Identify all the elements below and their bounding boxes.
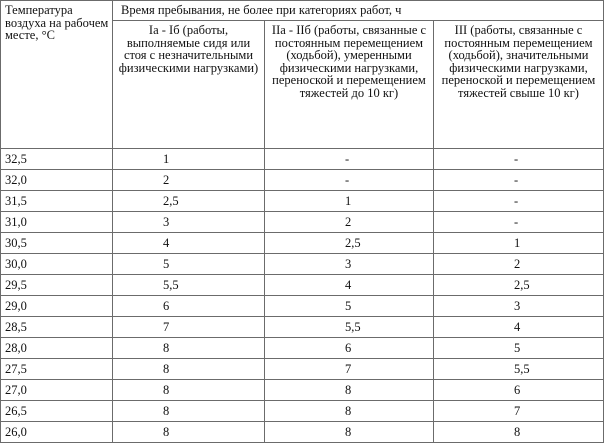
table-header: [1, 1, 604, 149]
cell-temperature: 31,0: [1, 212, 113, 233]
cell-temperature: 26,0: [1, 422, 113, 443]
cell-category-2: 2: [265, 212, 434, 233]
cell-temperature: 29,0: [1, 296, 113, 317]
cell-category-2: 1: [265, 191, 434, 212]
cell-temperature: 29,5: [1, 275, 113, 296]
table-row: [1, 296, 604, 317]
cell-category-3: -: [434, 191, 604, 212]
cell-category-3: 8: [434, 422, 604, 443]
cell-category-3: -: [434, 212, 604, 233]
header-time-group: Время пребывания, не более при категориях работ, ч: [113, 1, 604, 21]
cell-category-3: 7: [434, 401, 604, 422]
cell-temperature: 27,0: [1, 380, 113, 401]
table-row: [1, 422, 604, 443]
table-row: [1, 317, 604, 338]
cell-category-1: 2: [113, 170, 265, 191]
table-row: [1, 254, 604, 275]
cell-category-2: 8: [265, 422, 434, 443]
table-row: [1, 149, 604, 170]
cell-category-1: 5,5: [113, 275, 265, 296]
cell-category-1: 8: [113, 380, 265, 401]
cell-category-1: 4: [113, 233, 265, 254]
cell-category-3: -: [434, 149, 604, 170]
header-category-1: Iа - Iб (работы, выполняемые сидя или стоя с незначительными физическими нагрузками): [113, 21, 265, 149]
table-row: [1, 191, 604, 212]
cell-category-3: 5,5: [434, 359, 604, 380]
cell-category-1: 8: [113, 359, 265, 380]
cell-temperature: 26,5: [1, 401, 113, 422]
cell-category-2: 7: [265, 359, 434, 380]
table-row: [1, 338, 604, 359]
cell-category-2: 2,5: [265, 233, 434, 254]
cell-category-1: 3: [113, 212, 265, 233]
cell-category-3: 5: [434, 338, 604, 359]
cell-category-1: 1: [113, 149, 265, 170]
cell-temperature: 32,0: [1, 170, 113, 191]
table-row: [1, 212, 604, 233]
cell-category-3: 1: [434, 233, 604, 254]
table-row: [1, 380, 604, 401]
cell-category-2: -: [265, 170, 434, 191]
cell-category-2: 4: [265, 275, 434, 296]
cell-category-2: 8: [265, 401, 434, 422]
cell-category-2: 3: [265, 254, 434, 275]
table-row: [1, 233, 604, 254]
cell-category-3: -: [434, 170, 604, 191]
header-category-3: III (работы, связанные с постоянным перемещением (ходьбой), значительными физическими нагрузками, переноской и перемещением тяжестей свыше 10 кг): [434, 21, 604, 149]
cell-category-1: 6: [113, 296, 265, 317]
cell-category-1: 5: [113, 254, 265, 275]
cell-category-3: 4: [434, 317, 604, 338]
cell-category-3: 2: [434, 254, 604, 275]
cell-temperature: 30,5: [1, 233, 113, 254]
cell-category-2: 5: [265, 296, 434, 317]
table-row: [1, 359, 604, 380]
header-category-2: IIа - IIб (работы, связанные с постоянным перемещением (ходьбой), умеренными физическими нагрузками, переноской и перемещением тяжестей до 10 кг): [265, 21, 434, 149]
cell-category-3: 2,5: [434, 275, 604, 296]
cell-temperature: 30,0: [1, 254, 113, 275]
table-body: [1, 149, 604, 443]
cell-temperature: 27,5: [1, 359, 113, 380]
cell-category-1: 8: [113, 422, 265, 443]
cell-category-2: 8: [265, 380, 434, 401]
cell-category-1: 8: [113, 401, 265, 422]
cell-category-2: 6: [265, 338, 434, 359]
header-temperature: Температура воздуха на рабочем месте, °С: [1, 1, 113, 149]
table-row: [1, 401, 604, 422]
table-row: [1, 170, 604, 191]
table-row: [1, 275, 604, 296]
cell-category-1: 8: [113, 338, 265, 359]
cell-category-1: 7: [113, 317, 265, 338]
cell-temperature: 28,5: [1, 317, 113, 338]
cell-category-2: 5,5: [265, 317, 434, 338]
cell-temperature: 31,5: [1, 191, 113, 212]
cell-temperature: 28,0: [1, 338, 113, 359]
cell-category-1: 2,5: [113, 191, 265, 212]
cell-category-3: 3: [434, 296, 604, 317]
cell-category-2: -: [265, 149, 434, 170]
cell-category-3: 6: [434, 380, 604, 401]
cell-temperature: 32,5: [1, 149, 113, 170]
